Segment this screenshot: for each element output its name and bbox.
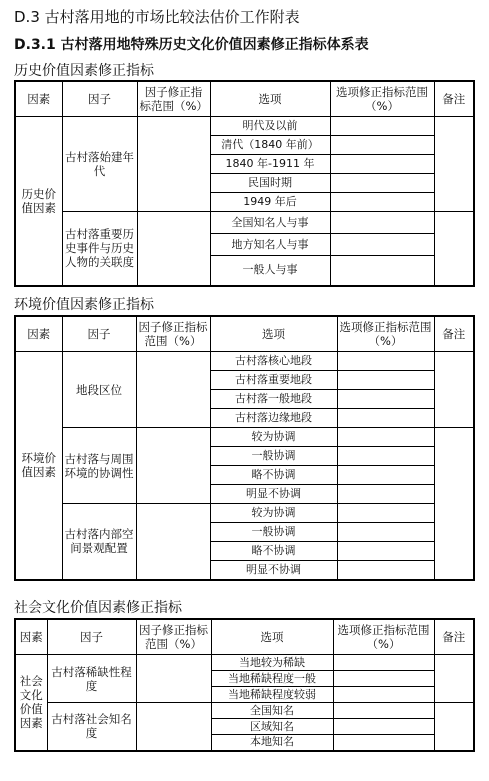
option-cell: 1840 年-1911 年 <box>210 155 330 174</box>
option-cell: 清代（1840 年前） <box>210 136 330 155</box>
sub-factor-cell: 古村落重要历史事件与历史人物的关联度 <box>62 212 137 286</box>
table-row <box>15 655 474 671</box>
header-option-range: 选项修正指标范围（%） <box>330 81 434 117</box>
table-title: D.3.1 古村落用地特殊历史文化价值因素修正指标体系表 <box>14 37 369 53</box>
option-cell: 区域知名 <box>211 719 333 735</box>
option-cell: 古村落核心地段 <box>210 352 337 371</box>
table-row <box>15 117 474 136</box>
option-cell: 明代及以前 <box>210 117 330 136</box>
option-cell: 地方知名人与事 <box>210 234 330 256</box>
header-note: 备注 <box>434 81 474 117</box>
option-range-cell <box>333 719 434 735</box>
note-cell <box>434 655 474 703</box>
header-option: 选项 <box>211 619 333 655</box>
range-cell <box>136 703 211 751</box>
option-range-cell <box>330 193 434 212</box>
option-range-cell <box>330 234 434 256</box>
environment-section-title: 环境价值因素修正指标 <box>14 297 154 313</box>
sub-factor-cell: 古村落社会知名度 <box>47 703 136 751</box>
sub-factor-cell: 古村落与周围环境的协调性 <box>62 428 136 504</box>
option-cell: 当地稀缺程度较弱 <box>211 687 333 703</box>
option-range-cell <box>330 256 434 286</box>
sub-factor-cell: 古村落内部空间景观配置 <box>62 504 136 580</box>
option-cell: 当地较为稀缺 <box>211 655 333 671</box>
option-cell: 全国知名人与事 <box>210 212 330 234</box>
option-cell: 略不协调 <box>210 466 337 485</box>
option-cell: 较为协调 <box>210 428 337 447</box>
header-factor: 因素 <box>15 81 62 117</box>
range-cell <box>136 504 210 580</box>
appendix-title: D.3 古村落用地的市场比较法估价工作附表 <box>14 8 300 26</box>
table-header-row <box>15 619 474 655</box>
sub-factor-cell: 地段区位 <box>62 352 136 428</box>
option-range-cell <box>330 136 434 155</box>
header-option-range: 选项修正指标范围（%） <box>333 619 434 655</box>
factor-cell: 环境价值因素 <box>15 352 62 580</box>
table-row <box>15 212 474 234</box>
option-range-cell <box>330 155 434 174</box>
option-cell: 一般协调 <box>210 523 337 542</box>
factor-cell: 社会文化价值因素 <box>15 655 47 751</box>
header-factor: 因素 <box>15 316 62 352</box>
history-section-title: 历史价值因素修正指标 <box>14 63 154 79</box>
option-range-cell <box>337 371 434 390</box>
header-option-range: 选项修正指标范围（%） <box>337 316 434 352</box>
table-row <box>15 703 474 719</box>
option-range-cell <box>333 735 434 751</box>
option-range-cell <box>337 466 434 485</box>
option-cell: 民国时期 <box>210 174 330 193</box>
option-cell: 古村落一般地段 <box>210 390 337 409</box>
note-cell <box>434 212 474 286</box>
option-cell: 明显不协调 <box>210 561 337 580</box>
option-cell: 一般人与事 <box>210 256 330 286</box>
option-range-cell <box>333 671 434 687</box>
option-cell: 1949 年后 <box>210 193 330 212</box>
table-header-row <box>15 316 474 352</box>
table-row <box>15 352 474 371</box>
table-row <box>15 504 474 523</box>
sub-factor-cell: 古村落稀缺性程度 <box>47 655 136 703</box>
range-cell <box>137 117 210 212</box>
table-row <box>15 428 474 447</box>
option-cell: 古村落边缘地段 <box>210 409 337 428</box>
range-cell <box>136 655 211 703</box>
option-range-cell <box>333 655 434 671</box>
range-cell <box>136 428 210 504</box>
option-range-cell <box>337 352 434 371</box>
header-option: 选项 <box>210 316 337 352</box>
header-option: 选项 <box>210 81 330 117</box>
option-cell: 较为协调 <box>210 504 337 523</box>
option-range-cell <box>337 504 434 523</box>
note-cell <box>434 117 474 212</box>
header-range: 因子修正指标范围（%） <box>136 619 211 655</box>
option-range-cell <box>333 687 434 703</box>
header-range: 因子修正指标范围（%） <box>136 316 210 352</box>
option-range-cell <box>337 428 434 447</box>
note-cell <box>434 428 474 580</box>
option-range-cell <box>337 409 434 428</box>
header-sub-factor: 因子 <box>62 316 136 352</box>
option-range-cell <box>337 542 434 561</box>
environment-table <box>14 315 475 581</box>
option-cell: 本地知名 <box>211 735 333 751</box>
note-cell <box>434 352 474 428</box>
header-range: 因子修正指标范围（%） <box>137 81 210 117</box>
option-cell: 略不协调 <box>210 542 337 561</box>
option-range-cell <box>337 561 434 580</box>
social-section-title: 社会文化价值因素修正指标 <box>14 600 182 616</box>
history-table <box>14 80 475 287</box>
option-range-cell <box>333 703 434 719</box>
header-note: 备注 <box>434 316 474 352</box>
option-cell: 当地稀缺程度一般 <box>211 671 333 687</box>
note-cell <box>434 703 474 751</box>
option-cell: 全国知名 <box>211 703 333 719</box>
option-range-cell <box>337 390 434 409</box>
header-factor: 因素 <box>15 619 47 655</box>
header-sub-factor: 因子 <box>62 81 137 117</box>
range-cell <box>137 212 210 286</box>
factor-cell: 历史价值因素 <box>15 117 62 286</box>
range-cell <box>136 352 210 428</box>
option-range-cell <box>330 212 434 234</box>
option-cell: 明显不协调 <box>210 485 337 504</box>
option-range-cell <box>330 117 434 136</box>
option-cell: 一般协调 <box>210 447 337 466</box>
option-cell: 古村落重要地段 <box>210 371 337 390</box>
header-sub-factor: 因子 <box>47 619 136 655</box>
option-range-cell <box>337 523 434 542</box>
option-range-cell <box>337 447 434 466</box>
sub-factor-cell: 古村落始建年代 <box>62 117 137 212</box>
header-note: 备注 <box>434 619 474 655</box>
option-range-cell <box>337 485 434 504</box>
option-range-cell <box>330 174 434 193</box>
social-table <box>14 618 475 752</box>
table-header-row <box>15 81 474 117</box>
